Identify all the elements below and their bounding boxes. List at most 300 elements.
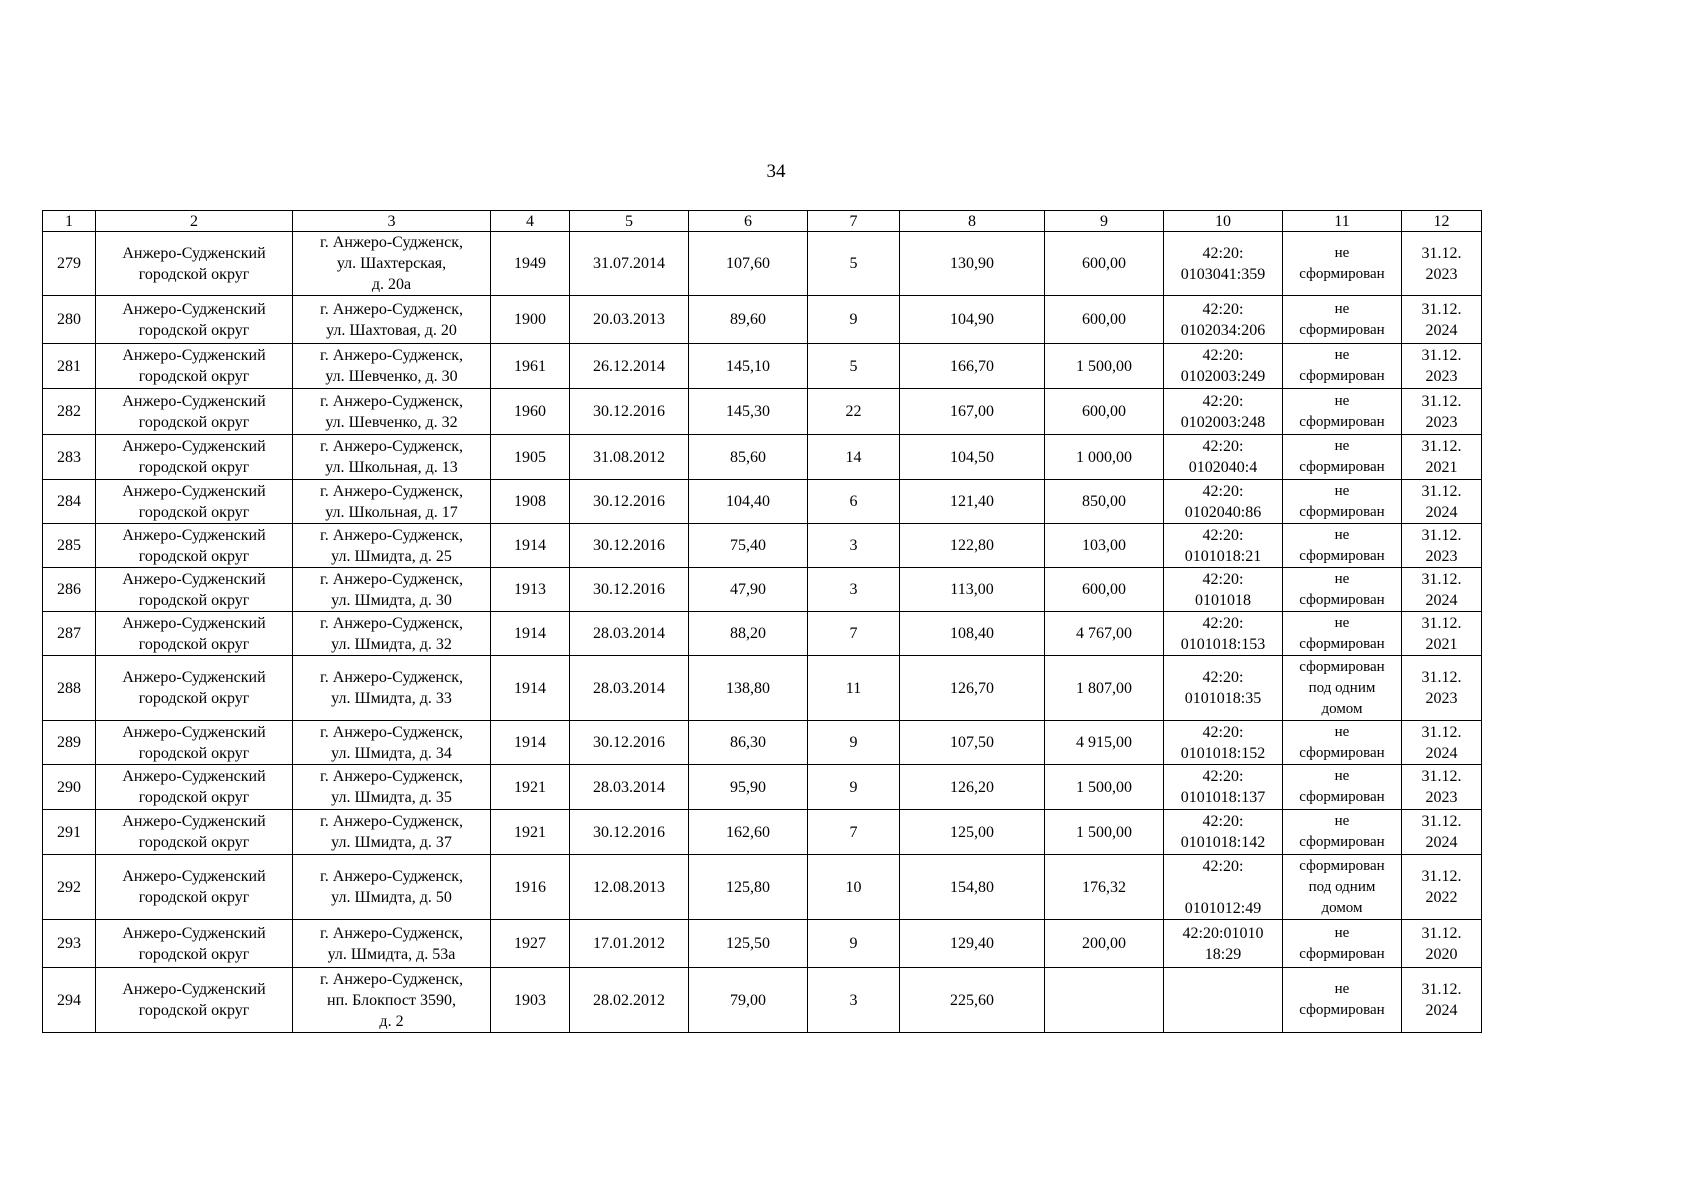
deadline-line: 2023: [1425, 413, 1458, 431]
cadastral-line: 0103041:359: [1180, 265, 1266, 283]
municipality-cell: [96, 920, 293, 968]
column-header: 3: [293, 211, 491, 232]
status-line: сформирован: [1299, 744, 1385, 761]
table-row: [43, 810, 1482, 855]
date-cell: 17.01.2012: [570, 920, 689, 968]
address-cell: [293, 656, 491, 721]
municipality-line: городской округ: [138, 265, 250, 283]
address-line: ул. Шмидта, д. 35: [331, 789, 452, 806]
status-line: сформирован: [1299, 789, 1385, 805]
land-plot-status-cell: [1283, 389, 1402, 435]
column-7-cell: 9: [808, 920, 900, 968]
municipality-line: Анжеро-Судженский: [122, 669, 266, 686]
deadline-line: 2024: [1425, 321, 1458, 339]
cadastral-line: 42:20:: [1202, 669, 1244, 686]
column-header: 12: [1402, 211, 1482, 232]
column-8-cell: 167,00: [900, 389, 1045, 435]
municipality-line: Анжеро-Судженский: [122, 614, 266, 632]
status-line: сформирован: [1299, 459, 1385, 475]
column-7-cell: 11: [808, 656, 900, 721]
address-line: г. Анжеро-Судженск,: [320, 768, 463, 785]
table-row: [43, 568, 1482, 612]
column-header: 9: [1045, 211, 1164, 232]
deadline-line: 31.12.: [1421, 614, 1462, 632]
column-8-cell: 166,70: [900, 344, 1045, 389]
column-7-cell: 7: [808, 612, 900, 656]
status-line: домом: [1321, 700, 1363, 717]
column-header: 10: [1164, 211, 1283, 232]
municipality-line: Анжеро-Судженский: [122, 981, 266, 998]
address-cell: [293, 612, 491, 656]
status-line: сформирован: [1299, 321, 1385, 338]
cadastral-line: 0101018:35: [1184, 690, 1262, 707]
cadastral-line: 0102040:4: [1188, 459, 1258, 476]
deadline-cell: [1402, 480, 1482, 524]
cadastral-line: 0101018:21: [1184, 547, 1262, 565]
column-8-cell: 129,40: [900, 920, 1045, 968]
column-9-cell: 600,00: [1045, 296, 1164, 344]
column-8-cell: 126,70: [900, 656, 1045, 721]
date-cell: 26.12.2014: [570, 344, 689, 389]
municipality-cell: [96, 721, 293, 765]
municipality-line: городской округ: [138, 690, 250, 707]
status-line: не: [1334, 614, 1350, 631]
date-cell: 28.03.2014: [570, 765, 689, 810]
year-cell: 1960: [491, 389, 570, 435]
row-number-cell: 287: [43, 612, 96, 656]
address-line: г. Анжеро-Судженск,: [320, 813, 463, 830]
cadastral-line: 0102003:249: [1180, 368, 1266, 385]
deadline-line: 31.12.: [1421, 924, 1462, 942]
table-row: [43, 435, 1482, 480]
status-line: сформирован: [1299, 857, 1385, 874]
deadline-line: 31.12.: [1421, 570, 1462, 588]
cadastral-line: [1168, 877, 1278, 898]
table-row: [43, 232, 1482, 296]
cadastral-line: 42:20:: [1202, 768, 1244, 785]
status-line: сформирован: [1299, 945, 1385, 962]
year-cell: 1914: [491, 524, 570, 568]
column-7-cell: 6: [808, 480, 900, 524]
status-line: под одним: [1308, 679, 1376, 696]
municipality-line: городской округ: [138, 321, 250, 339]
address-line: ул. Шмидта, д. 32: [331, 635, 452, 653]
year-cell: 1916: [491, 855, 570, 920]
municipality-line: Анжеро-Судженский: [122, 723, 266, 741]
deadline-line: 2024: [1425, 503, 1458, 521]
status-line: не: [1334, 723, 1350, 740]
cadastral-line: 42:20:: [1202, 526, 1244, 544]
municipality-cell: [96, 389, 293, 435]
deadline-line: 31.12.: [1421, 438, 1462, 455]
column-9-cell: 4 915,00: [1045, 721, 1164, 765]
deadline-cell: [1402, 344, 1482, 389]
column-8-cell: 104,50: [900, 435, 1045, 480]
year-cell: 1921: [491, 810, 570, 855]
municipality-cell: [96, 855, 293, 920]
column-8-cell: 130,90: [900, 232, 1045, 296]
cadastral-number-cell: [1164, 344, 1283, 389]
column-9-cell: 1 807,00: [1045, 656, 1164, 721]
row-number-cell: 286: [43, 568, 96, 612]
deadline-cell: [1402, 435, 1482, 480]
land-plot-status-cell: [1283, 765, 1402, 810]
address-line: ул. Шмидта, д. 25: [331, 547, 452, 565]
municipality-line: городской округ: [138, 744, 250, 762]
cadastral-line: 18:29: [1204, 945, 1242, 963]
land-plot-status-cell: [1283, 344, 1402, 389]
column-9-cell: 1 500,00: [1045, 344, 1164, 389]
housing-registry-table: [42, 210, 1482, 1033]
table-row: [43, 765, 1482, 810]
cadastral-line: 42:20:: [1202, 392, 1244, 410]
column-9-cell: 200,00: [1045, 920, 1164, 968]
area-cell: 138,80: [689, 656, 808, 721]
deadline-line: 31.12.: [1421, 526, 1462, 544]
column-7-cell: 9: [808, 765, 900, 810]
column-7-cell: 3: [808, 568, 900, 612]
deadline-cell: [1402, 656, 1482, 721]
status-line: сформирован: [1299, 834, 1385, 850]
address-line: г. Анжеро-Судженск,: [320, 438, 463, 455]
deadline-line: 2021: [1425, 459, 1458, 476]
address-line: г. Анжеро-Судженск,: [320, 234, 463, 251]
land-plot-status-cell: [1283, 524, 1402, 568]
cadastral-line: 0101018:152: [1180, 744, 1266, 762]
deadline-line: 2024: [1425, 834, 1458, 851]
address-cell: [293, 721, 491, 765]
address-line: ул. Шмидта, д. 37: [331, 834, 452, 851]
cadastral-line: 42:20:: [1202, 347, 1244, 364]
status-line: не: [1334, 482, 1350, 499]
status-line: сформирован: [1299, 635, 1385, 652]
year-cell: 1900: [491, 296, 570, 344]
municipality-cell: [96, 612, 293, 656]
municipality-line: городской округ: [138, 834, 250, 851]
column-header: 11: [1283, 211, 1402, 232]
municipality-line: городской округ: [138, 789, 250, 806]
cadastral-line: 0102040:86: [1184, 503, 1262, 521]
cadastral-number-cell: [1164, 656, 1283, 721]
municipality-line: Анжеро-Судженский: [122, 768, 266, 785]
area-cell: 145,30: [689, 389, 808, 435]
address-cell: [293, 389, 491, 435]
land-plot-status-cell: [1283, 435, 1402, 480]
date-cell: 28.02.2012: [570, 968, 689, 1033]
column-header: 5: [570, 211, 689, 232]
municipality-cell: [96, 524, 293, 568]
area-cell: 47,90: [689, 568, 808, 612]
area-cell: 89,60: [689, 296, 808, 344]
row-number-cell: 288: [43, 656, 96, 721]
column-7-cell: 10: [808, 855, 900, 920]
deadline-line: 2021: [1425, 635, 1458, 653]
column-8-cell: 126,20: [900, 765, 1045, 810]
status-line: сформирован: [1299, 547, 1385, 564]
cadastral-line: 42:20:: [1202, 244, 1244, 262]
cadastral-line: 0101018:142: [1180, 834, 1266, 851]
address-line: г. Анжеро-Судженск,: [320, 970, 463, 988]
year-cell: 1927: [491, 920, 570, 968]
cadastral-number-cell: [1164, 765, 1283, 810]
column-9-cell: 600,00: [1045, 389, 1164, 435]
year-cell: 1914: [491, 656, 570, 721]
row-number-cell: 292: [43, 855, 96, 920]
cadastral-number-cell: [1164, 435, 1283, 480]
municipality-line: Анжеро-Судженский: [122, 924, 266, 942]
table-row: [43, 612, 1482, 656]
status-line: не: [1334, 300, 1350, 317]
area-cell: 162,60: [689, 810, 808, 855]
address-line: д. 20а: [371, 276, 412, 293]
cadastral-line: 0101018: [1195, 591, 1251, 609]
address-line: г. Анжеро-Судженск,: [320, 669, 463, 686]
row-number-cell: 280: [43, 296, 96, 344]
address-cell: [293, 524, 491, 568]
column-7-cell: 9: [808, 296, 900, 344]
status-line: сформирован: [1299, 1002, 1385, 1018]
municipality-line: городской округ: [138, 889, 250, 906]
cadastral-line: 0101018:137: [1180, 789, 1266, 806]
date-cell: 28.03.2014: [570, 656, 689, 721]
deadline-line: 2023: [1425, 547, 1458, 565]
year-cell: 1908: [491, 480, 570, 524]
date-cell: 30.12.2016: [570, 389, 689, 435]
year-cell: 1905: [491, 435, 570, 480]
cadastral-number-cell: [1164, 612, 1283, 656]
date-cell: 12.08.2013: [570, 855, 689, 920]
area-cell: 125,80: [689, 855, 808, 920]
year-cell: 1921: [491, 765, 570, 810]
address-line: г. Анжеро-Судженск,: [320, 868, 463, 885]
cadastral-number-cell: [1164, 296, 1283, 344]
municipality-line: городской округ: [138, 413, 250, 431]
address-line: г. Анжеро-Судженск,: [320, 392, 463, 410]
municipality-cell: [96, 480, 293, 524]
table-row: [43, 389, 1482, 435]
table-row: [43, 480, 1482, 524]
row-number-cell: 293: [43, 920, 96, 968]
page-number: 34: [766, 161, 786, 182]
column-7-cell: 7: [808, 810, 900, 855]
address-line: ул. Шмидта, д. 30: [331, 591, 452, 609]
address-line: ул. Шевченко, д. 30: [325, 368, 458, 385]
column-9-cell: 1 500,00: [1045, 765, 1164, 810]
municipality-line: городской округ: [138, 547, 250, 565]
column-8-cell: 104,90: [900, 296, 1045, 344]
table-row: [43, 721, 1482, 765]
area-cell: 75,40: [689, 524, 808, 568]
year-cell: 1914: [491, 721, 570, 765]
row-number-cell: 285: [43, 524, 96, 568]
deadline-cell: [1402, 296, 1482, 344]
row-number-cell: 282: [43, 389, 96, 435]
status-line: не: [1334, 813, 1350, 829]
status-line: не: [1334, 438, 1350, 454]
column-9-cell: 1 500,00: [1045, 810, 1164, 855]
row-number-cell: 281: [43, 344, 96, 389]
municipality-line: городской округ: [138, 591, 250, 609]
municipality-line: Анжеро-Судженский: [122, 300, 266, 318]
table-row: [43, 344, 1482, 389]
municipality-cell: [96, 232, 293, 296]
address-line: г. Анжеро-Судженск,: [320, 347, 463, 364]
cadastral-number-cell: [1164, 232, 1283, 296]
deadline-cell: [1402, 721, 1482, 765]
municipality-cell: [96, 968, 293, 1033]
address-cell: [293, 435, 491, 480]
status-line: под одним: [1308, 878, 1376, 895]
land-plot-status-cell: [1283, 480, 1402, 524]
cadastral-number-cell: [1164, 568, 1283, 612]
column-9-cell: 600,00: [1045, 232, 1164, 296]
column-7-cell: 5: [808, 344, 900, 389]
date-cell: 30.12.2016: [570, 524, 689, 568]
table-row: [43, 524, 1482, 568]
date-cell: 30.12.2016: [570, 810, 689, 855]
column-header: 7: [808, 211, 900, 232]
column-8-cell: 122,80: [900, 524, 1045, 568]
deadline-cell: [1402, 920, 1482, 968]
land-plot-status-cell: [1283, 920, 1402, 968]
cadastral-number-cell: [1164, 920, 1283, 968]
status-line: не: [1334, 526, 1350, 543]
municipality-line: городской округ: [138, 459, 250, 476]
deadline-line: 2022: [1425, 889, 1458, 906]
municipality-line: городской округ: [138, 368, 250, 385]
municipality-line: Анжеро-Судженский: [122, 813, 266, 830]
cadastral-line: 42:20:: [1202, 300, 1244, 318]
address-cell: [293, 765, 491, 810]
column-7-cell: 22: [808, 389, 900, 435]
column-8-cell: 113,00: [900, 568, 1045, 612]
year-cell: 1913: [491, 568, 570, 612]
cadastral-line: 42:20:: [1202, 857, 1244, 875]
column-7-cell: 14: [808, 435, 900, 480]
address-cell: [293, 344, 491, 389]
area-cell: 95,90: [689, 765, 808, 810]
land-plot-status-cell: [1283, 232, 1402, 296]
column-header: 4: [491, 211, 570, 232]
column-8-cell: 125,00: [900, 810, 1045, 855]
area-cell: 145,10: [689, 344, 808, 389]
area-cell: 79,00: [689, 968, 808, 1033]
row-number-cell: 279: [43, 232, 96, 296]
deadline-line: 2024: [1425, 591, 1458, 609]
area-cell: 107,60: [689, 232, 808, 296]
land-plot-status-cell: [1283, 656, 1402, 721]
deadline-cell: [1402, 855, 1482, 920]
municipality-cell: [96, 296, 293, 344]
status-line: сформирован: [1299, 503, 1385, 520]
deadline-line: 2023: [1425, 690, 1458, 707]
column-header: 8: [900, 211, 1045, 232]
date-cell: 30.12.2016: [570, 568, 689, 612]
column-9-cell: 4 767,00: [1045, 612, 1164, 656]
table-body: [43, 232, 1482, 1033]
table-row: [43, 656, 1482, 721]
land-plot-status-cell: [1283, 810, 1402, 855]
deadline-line: 31.12.: [1421, 813, 1462, 830]
municipality-cell: [96, 568, 293, 612]
year-cell: 1914: [491, 612, 570, 656]
land-plot-status-cell: [1283, 968, 1402, 1033]
address-line: ул. Шмидта, д. 34: [331, 744, 452, 762]
address-line: д. 2: [379, 1012, 404, 1030]
deadline-line: 31.12.: [1421, 981, 1462, 998]
address-line: ул. Шмидта, д. 33: [331, 690, 452, 707]
deadline-line: 31.12.: [1421, 669, 1462, 686]
address-line: г. Анжеро-Судженск,: [320, 924, 463, 942]
municipality-line: Анжеро-Судженский: [122, 868, 266, 885]
address-line: нп. Блокпост 3590,: [327, 991, 456, 1009]
deadline-line: 31.12.: [1421, 768, 1462, 785]
date-cell: 30.12.2016: [570, 480, 689, 524]
cadastral-line: 42:20:01010: [1182, 924, 1264, 942]
cadastral-line: 0102003:248: [1180, 413, 1266, 431]
cadastral-line: 42:20:: [1202, 614, 1244, 632]
status-line: сформирован: [1299, 265, 1385, 282]
cadastral-number-cell: [1164, 389, 1283, 435]
address-cell: [293, 920, 491, 968]
deadline-line: 2020: [1425, 945, 1458, 963]
address-cell: [293, 232, 491, 296]
cadastral-line: 42:20:: [1202, 438, 1244, 455]
year-cell: 1961: [491, 344, 570, 389]
municipality-cell: [96, 344, 293, 389]
table-row: [43, 968, 1482, 1033]
municipality-line: Анжеро-Судженский: [122, 347, 266, 364]
row-number-cell: 294: [43, 968, 96, 1033]
address-line: ул. Шевченко, д. 32: [325, 413, 458, 431]
cadastral-number-cell: [1164, 968, 1283, 1033]
area-cell: 104,40: [689, 480, 808, 524]
municipality-cell: [96, 435, 293, 480]
date-cell: 30.12.2016: [570, 721, 689, 765]
area-cell: 86,30: [689, 721, 808, 765]
cadastral-number-cell: [1164, 721, 1283, 765]
status-line: не: [1334, 924, 1350, 941]
table-row: [43, 920, 1482, 968]
municipality-line: Анжеро-Судженский: [122, 526, 266, 544]
cadastral-line: 42:20:: [1202, 570, 1244, 588]
deadline-line: 31.12.: [1421, 482, 1462, 500]
deadline-cell: [1402, 389, 1482, 435]
deadline-cell: [1402, 968, 1482, 1033]
deadline-line: 31.12.: [1421, 347, 1462, 364]
address-line: ул. Школьная, д. 13: [325, 459, 458, 476]
column-9-cell: 176,32: [1045, 855, 1164, 920]
row-number-cell: 289: [43, 721, 96, 765]
municipality-cell: [96, 656, 293, 721]
deadline-line: 2024: [1425, 744, 1458, 762]
row-number-cell: 291: [43, 810, 96, 855]
cadastral-line: 0101012:49: [1184, 899, 1262, 917]
year-cell: 1903: [491, 968, 570, 1033]
area-cell: 125,50: [689, 920, 808, 968]
municipality-cell: [96, 765, 293, 810]
address-line: ул. Шмидта, д. 53а: [327, 945, 456, 963]
municipality-line: Анжеро-Судженский: [122, 244, 266, 262]
address-line: г. Анжеро-Судженск,: [320, 723, 463, 741]
address-line: ул. Шахтовая, д. 20: [326, 321, 457, 339]
date-cell: 28.03.2014: [570, 612, 689, 656]
status-line: домом: [1321, 899, 1363, 916]
address-cell: [293, 480, 491, 524]
row-number-cell: 284: [43, 480, 96, 524]
deadline-cell: [1402, 232, 1482, 296]
municipality-line: городской округ: [138, 635, 250, 653]
